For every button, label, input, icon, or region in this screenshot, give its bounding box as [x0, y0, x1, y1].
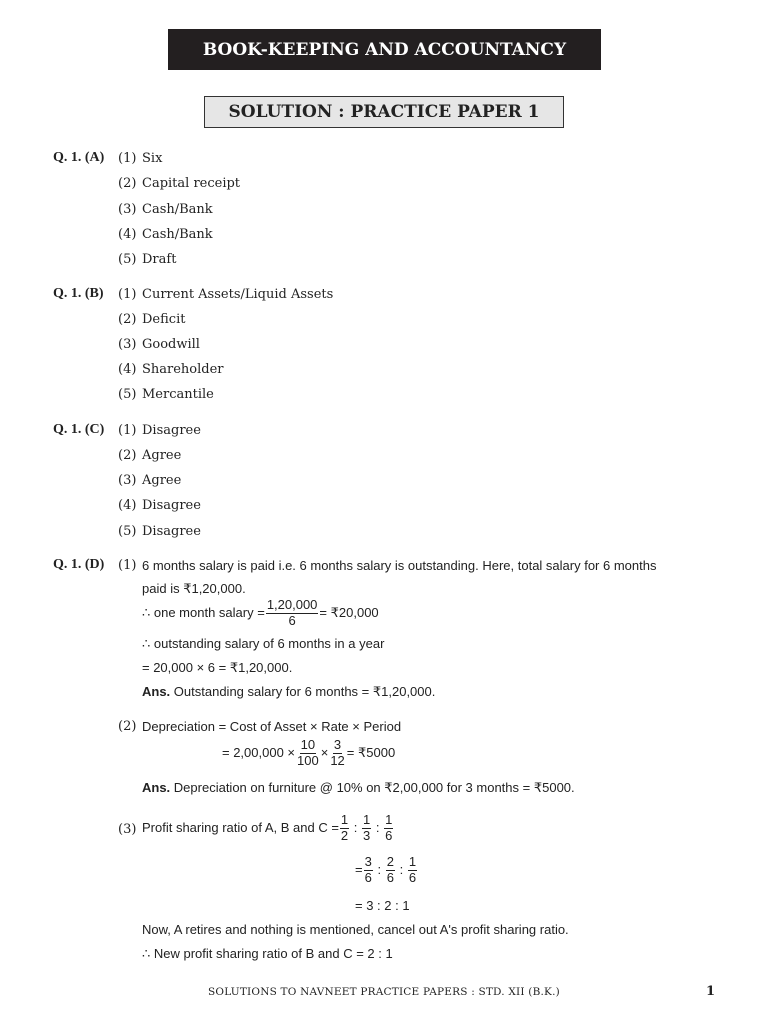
- answer-text: Disagree: [142, 423, 201, 438]
- solution-line-fraction: [222, 738, 395, 769]
- answer-text: Six: [142, 151, 163, 166]
- fraction: [408, 855, 417, 886]
- answer-text: Cash/Bank: [142, 202, 213, 217]
- formula-text: Profit sharing ratio of A, B and C =: [142, 819, 339, 835]
- fraction: [296, 738, 320, 769]
- formula-text: :: [375, 819, 380, 835]
- answer-text: Draft: [142, 252, 177, 267]
- formula-text: :: [353, 819, 358, 835]
- fraction-denominator: 6: [385, 827, 393, 843]
- item-number: (5): [118, 524, 137, 539]
- fraction: [386, 855, 395, 886]
- fraction-numerator: 1: [340, 812, 349, 827]
- item-number: (1): [118, 423, 137, 438]
- solution-line: = 20,000 × 6 = ₹1,20,000.: [142, 660, 293, 675]
- item-number: (2): [118, 448, 137, 463]
- solution-line: Now, A retires and nothing is mentioned, cancel out A's profit sharing ratio.: [142, 922, 569, 937]
- solution-line: = 3 : 2 : 1: [355, 898, 410, 913]
- item-number: (1): [118, 287, 137, 302]
- fraction-numerator: 3: [333, 737, 342, 752]
- solution-line: ∴ outstanding salary of 6 months in a year: [142, 636, 385, 651]
- item-number: (2): [118, 719, 137, 734]
- formula-text: =: [355, 861, 363, 877]
- solution-line: paid is ₹1,20,000.: [142, 581, 246, 596]
- page-subtitle: SOLUTION : PRACTICE PAPER 1: [204, 96, 564, 128]
- formula-text: = 2,00,000 ×: [222, 744, 296, 760]
- answer-text: Agree: [142, 448, 182, 463]
- formula-text: ∴ one month salary =: [142, 604, 265, 620]
- answer-label: Ans.: [142, 780, 171, 795]
- footer-text: SOLUTIONS TO NAVNEET PRACTICE PAPERS : STD. XII (B.K.): [208, 986, 560, 998]
- item-number: (2): [118, 176, 137, 191]
- solution-line: Depreciation = Cost of Asset × Rate × Period: [142, 719, 402, 734]
- fraction-numerator: 3: [364, 854, 372, 869]
- answer-text: Deficit: [142, 312, 186, 327]
- answer-text: Disagree: [142, 498, 201, 513]
- page-number: 1: [706, 984, 716, 999]
- fraction: [362, 813, 371, 844]
- question-label-1c: Q. 1. (C): [53, 422, 105, 437]
- fraction-denominator: 6: [408, 869, 417, 885]
- fraction-numerator: 1: [363, 812, 371, 827]
- answer-text: Current Assets/Liquid Assets: [142, 287, 334, 302]
- fraction-denominator: 100: [297, 752, 319, 768]
- fraction-numerator: 1,20,000: [266, 597, 318, 612]
- item-number: (3): [118, 473, 137, 488]
- answer-label: Ans.: [142, 684, 171, 699]
- item-number: (3): [118, 822, 137, 837]
- page-title: BOOK-KEEPING AND ACCOUNTANCY: [168, 29, 601, 70]
- item-number: (1): [118, 558, 137, 573]
- answer-text: Cash/Bank: [142, 227, 213, 242]
- item-number: (2): [118, 312, 137, 327]
- solution-line-fraction: [355, 855, 418, 886]
- question-label-1a: Q. 1. (A): [53, 150, 105, 165]
- answer-text: Agree: [142, 473, 182, 488]
- answer-text: Mercantile: [142, 387, 214, 402]
- fraction-denominator: 6: [288, 612, 296, 628]
- fraction-denominator: 12: [330, 752, 345, 768]
- fraction-numerator: 1: [385, 812, 393, 827]
- answer-statement: Depreciation on furniture @ 10% on ₹2,00,000 for 3 months = ₹5000.: [173, 780, 575, 795]
- item-number: (3): [118, 337, 137, 352]
- formula-text: = ₹5000: [346, 744, 396, 760]
- fraction: [329, 738, 345, 769]
- answer-text: Shareholder: [142, 362, 224, 377]
- fraction-denominator: 6: [386, 869, 394, 885]
- fraction: [364, 855, 373, 886]
- item-number: (1): [118, 151, 137, 166]
- solution-line-fraction: [142, 813, 394, 844]
- answer-text: Disagree: [142, 524, 201, 539]
- item-number: (4): [118, 362, 137, 377]
- formula-text: :: [399, 861, 404, 877]
- solution-line: ∴ New profit sharing ratio of B and C = 2 : 1: [142, 946, 393, 961]
- formula-text: :: [377, 861, 382, 877]
- fraction: [340, 813, 349, 844]
- solution-line-fraction: [142, 598, 379, 629]
- fraction-denominator: 3: [363, 827, 371, 843]
- answer-text: Goodwill: [142, 337, 200, 352]
- answer-line: [142, 684, 435, 700]
- fraction-numerator: 10: [300, 737, 316, 752]
- answer-statement: Outstanding salary for 6 months = ₹1,20,000.: [173, 684, 436, 699]
- answer-text: Capital receipt: [142, 176, 241, 191]
- formula-text: = ₹20,000: [319, 604, 379, 620]
- fraction: [266, 598, 319, 629]
- fraction-denominator: 2: [340, 827, 349, 843]
- question-label-1d: Q. 1. (D): [53, 557, 105, 572]
- answer-line: [142, 780, 575, 796]
- fraction-numerator: 2: [386, 854, 394, 869]
- item-number: (4): [118, 498, 137, 513]
- solution-line: 6 months salary is paid i.e. 6 months salary is outstanding. Here, total salary for 6 months: [142, 558, 657, 573]
- item-number: (3): [118, 202, 137, 217]
- item-number: (4): [118, 227, 137, 242]
- fraction: [384, 813, 393, 844]
- formula-text: ×: [320, 744, 329, 760]
- question-label-1b: Q. 1. (B): [53, 286, 104, 301]
- fraction-denominator: 6: [364, 869, 372, 885]
- item-number: (5): [118, 252, 137, 267]
- item-number: (5): [118, 387, 137, 402]
- fraction-numerator: 1: [408, 854, 417, 869]
